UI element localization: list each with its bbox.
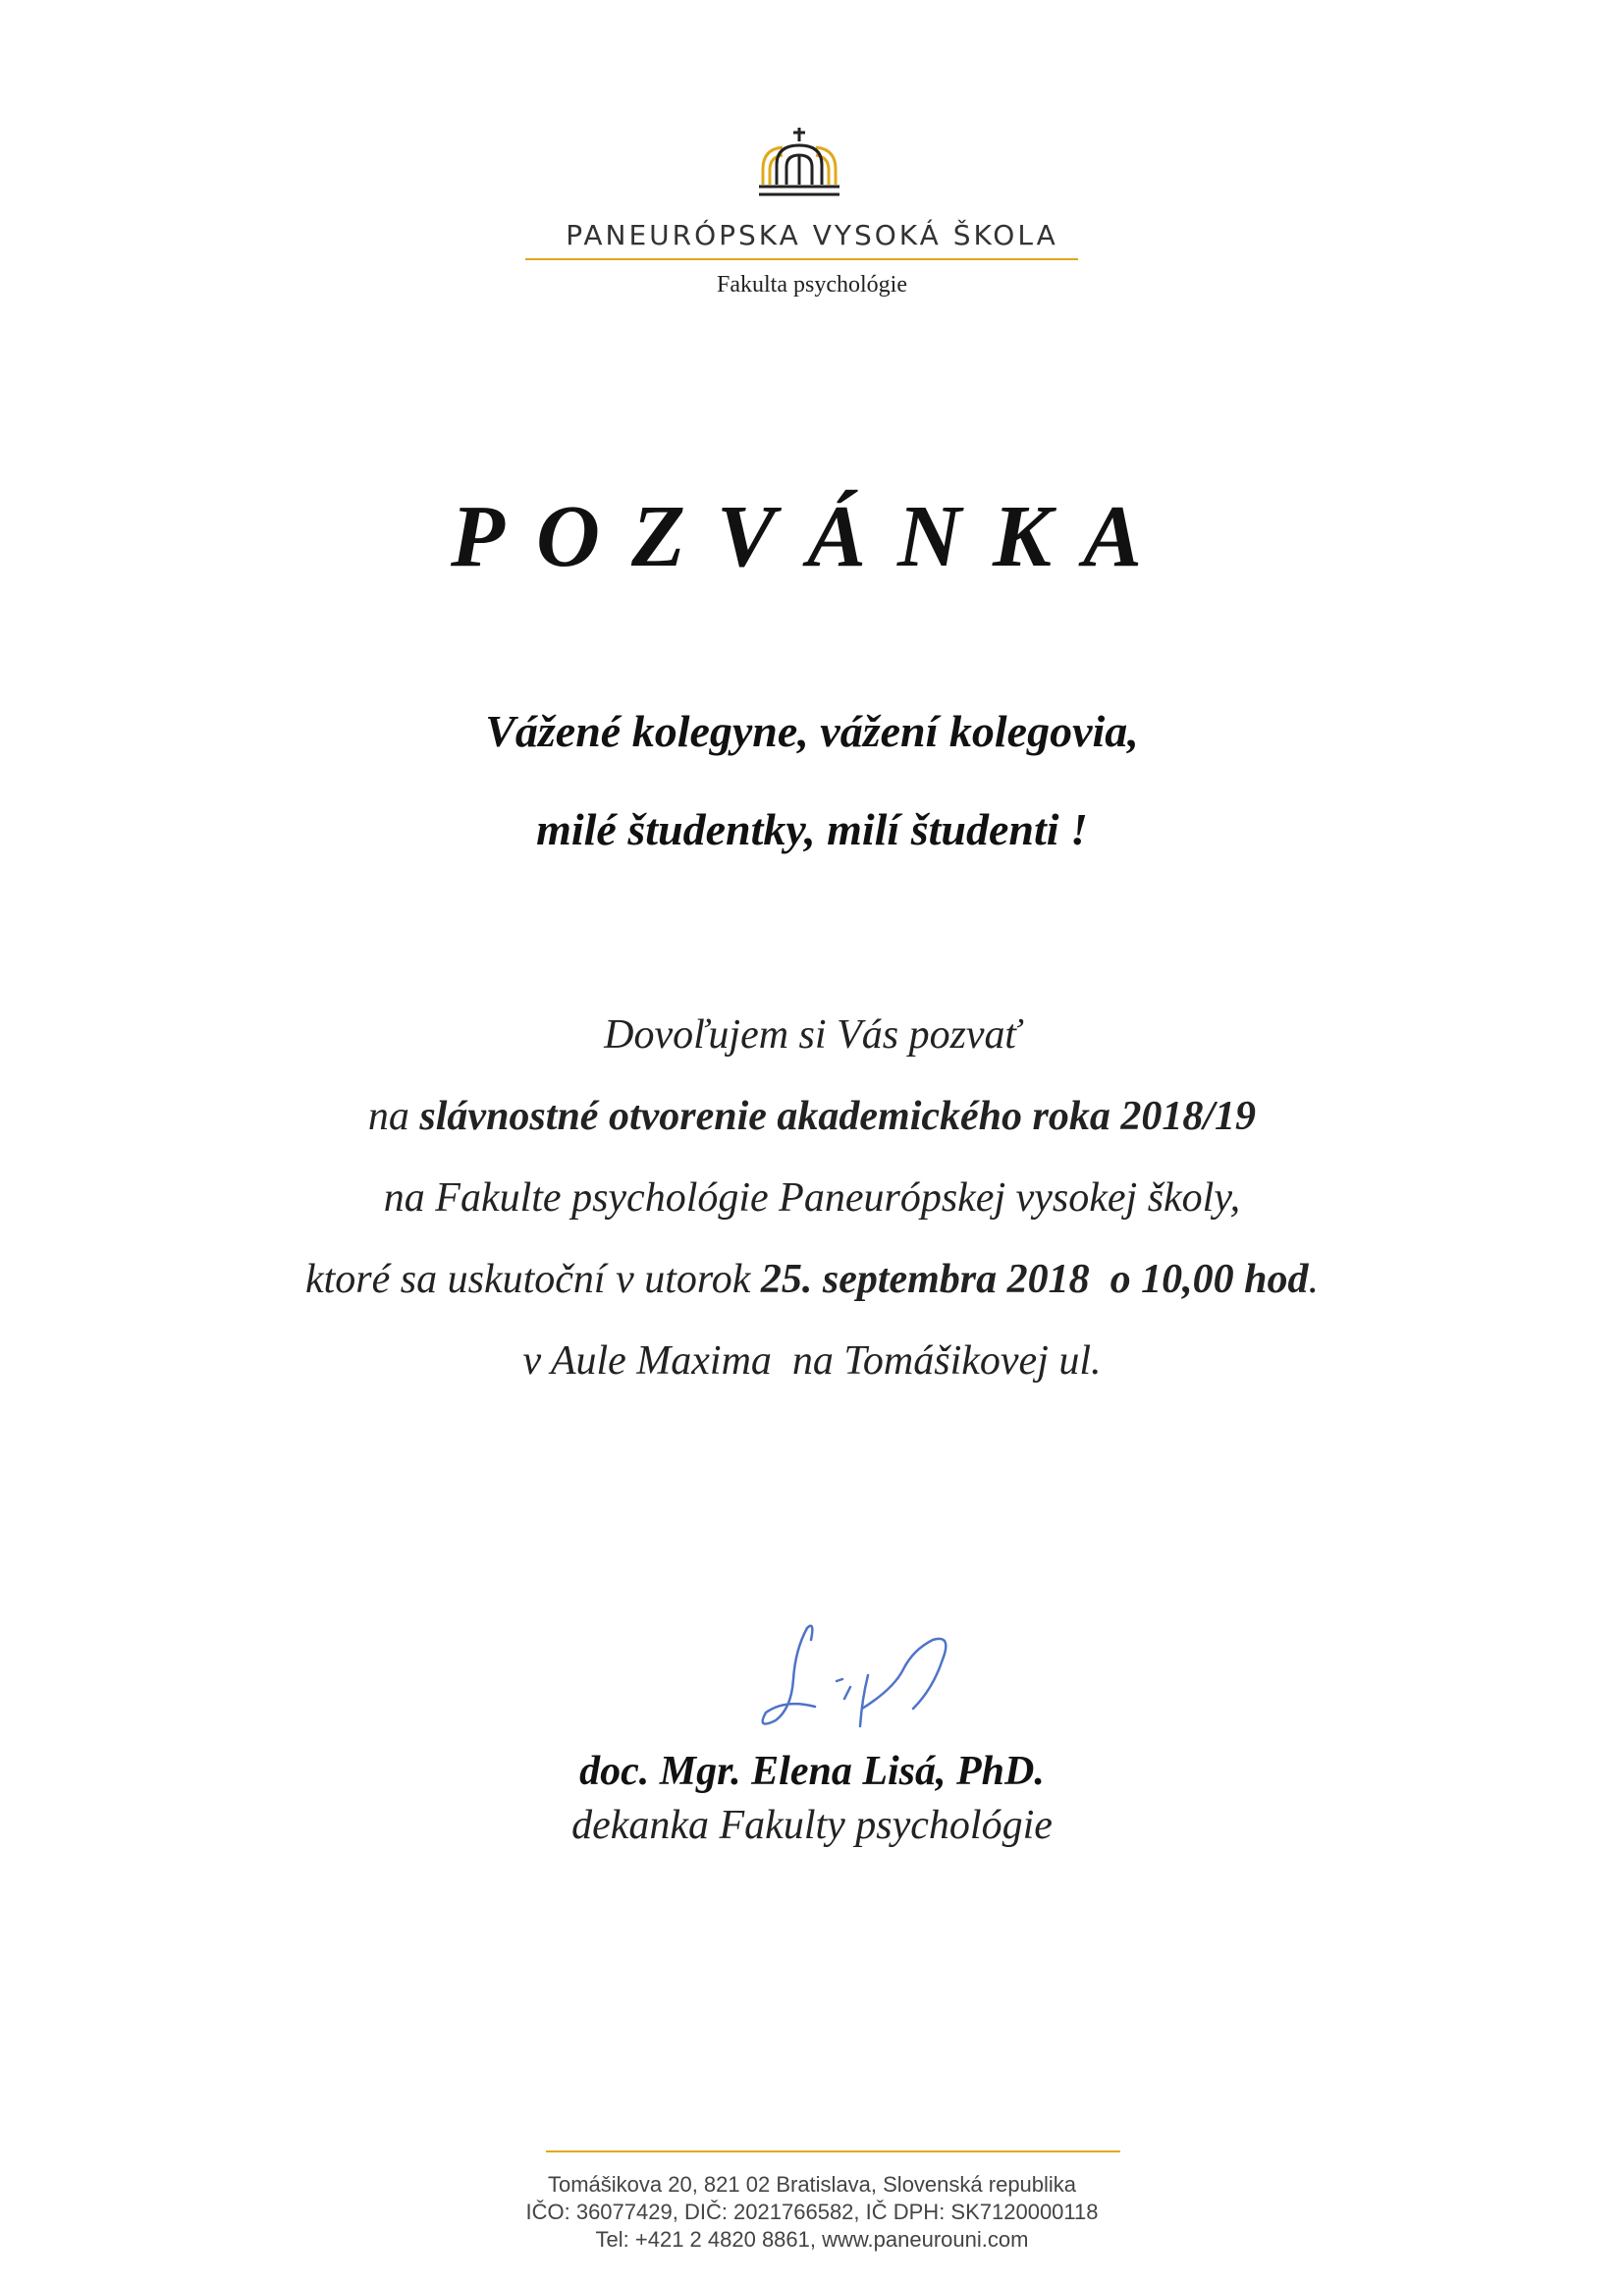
footer-ids: IČO: 36077429, DIČ: 2021766582, IČ DPH: SK7120000118	[525, 2200, 1099, 2224]
footer-divider	[546, 2150, 1120, 2152]
footer-address: Tomášikova 20, 821 02 Bratislava, Slovenská republika	[547, 2172, 1077, 2197]
body-line-2-prefix: na	[367, 1094, 409, 1139]
footer-contact: Tel: +421 2 4820 8861, www.paneurouni.com	[595, 2227, 1029, 2252]
handwritten-signature	[746, 1610, 982, 1748]
university-crown-icon	[757, 126, 841, 198]
header-divider	[525, 258, 1078, 260]
body-line-5: v Aule Maxima na Tomášikovej ul.	[522, 1338, 1102, 1384]
salutation-line-2: milé študentky, milí študenti !	[536, 804, 1088, 854]
document-title: POZVÁNKA	[450, 488, 1174, 585]
salutation-line-1: Vážené kolegyne, vážení kolegovia,	[485, 706, 1139, 756]
event-date-time: 25. septembra 2018 o 10,00 hod	[760, 1257, 1309, 1302]
institution-name: PANEURÓPSKA VYSOKÁ ŠKOLA	[566, 219, 1058, 251]
faculty-name: Fakulta psychológie	[717, 272, 907, 298]
body-line-4-suffix: .	[1308, 1257, 1320, 1302]
body-line-3: na Fakulte psychológie Paneurópskej vysokej školy,	[383, 1175, 1241, 1221]
event-name: slávnostné otvorenie akademického roka 2018/19	[419, 1094, 1257, 1139]
body-line-1: Dovoľujem si Vás pozvať	[604, 1012, 1020, 1058]
signatory-role: dekanka Fakulty psychológie	[571, 1803, 1053, 1848]
body-line-4	[0, 1256, 1624, 1303]
body-line-4-prefix: ktoré sa uskutoční v utorok	[304, 1257, 751, 1302]
signatory-name: doc. Mgr. Elena Lisá, PhD.	[579, 1749, 1045, 1794]
body-line-2	[0, 1093, 1624, 1140]
